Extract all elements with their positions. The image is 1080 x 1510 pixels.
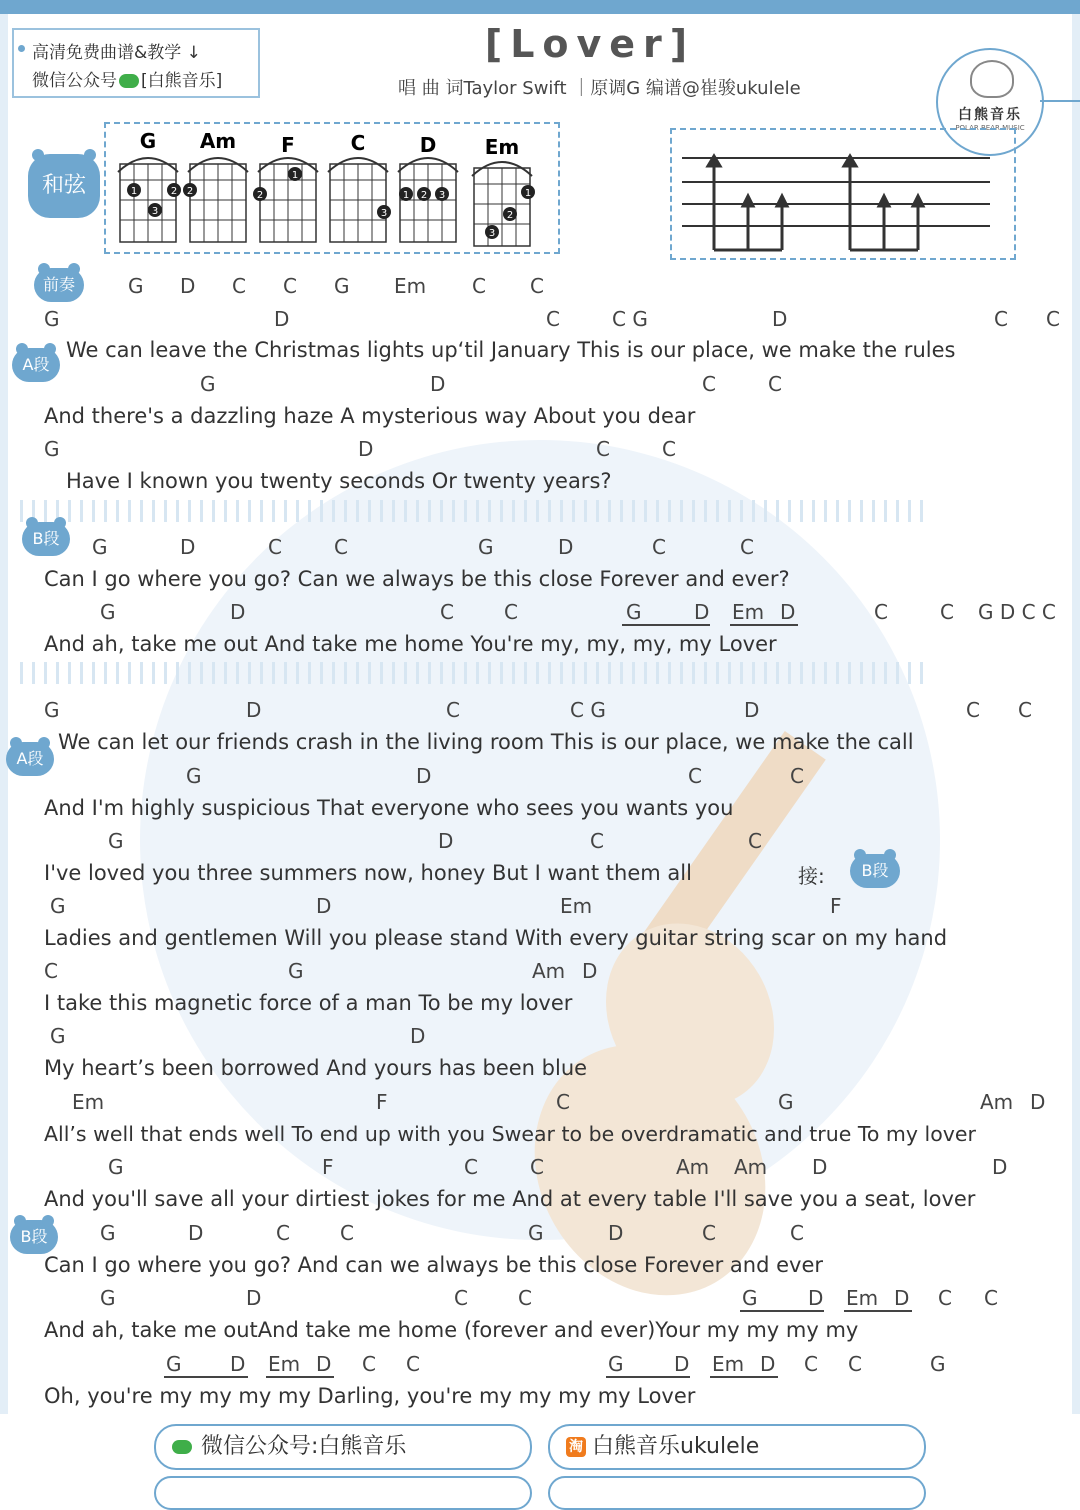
chords-badge-label: 和弦	[41, 173, 86, 198]
chord: D	[358, 437, 374, 461]
section-a-badge	[6, 742, 54, 776]
chord: D	[410, 1024, 426, 1048]
finger-number: 3	[438, 190, 446, 201]
chord: C	[504, 600, 518, 624]
chord: Am	[734, 1155, 768, 1179]
finger-number: 2	[506, 210, 514, 221]
chord: C	[464, 1155, 478, 1179]
section-a-badge	[12, 348, 60, 382]
finger-number: 2	[256, 190, 264, 201]
section-b-badge	[10, 1220, 58, 1254]
chord: D	[430, 372, 446, 396]
chord-name: C	[350, 131, 366, 155]
lyric-line: And ah, take me outAnd take me home (forever and ever)Your my my my my	[44, 1318, 859, 1342]
lyric-line: All’s well that ends well To end up with you Swear to be overdramatic and true To my lover	[44, 1122, 976, 1146]
chord: D	[316, 1352, 332, 1376]
lyric-line: And I'm highly suspicious That everyone who sees you wants you	[44, 796, 734, 820]
lyric-line: Can I go where you go? And can we always be this close Forever and ever	[44, 1253, 824, 1277]
chord: G	[92, 535, 108, 559]
chord: D	[744, 698, 760, 722]
chord: Em	[268, 1352, 301, 1376]
chord: G	[288, 959, 304, 983]
section-b-badge	[850, 854, 900, 888]
chord: D	[316, 894, 332, 918]
chord: C	[546, 307, 560, 331]
lyric-line: Oh, you're my my my my Darling, you're my my my my Lover	[44, 1384, 696, 1408]
chord: C	[848, 1352, 862, 1376]
chord: G	[478, 535, 494, 559]
chord-underline	[740, 1310, 824, 1312]
wechat-account-label: 微信公众号:白熊音乐	[201, 1434, 407, 1459]
info-line-2-prefix: 微信公众号	[32, 71, 117, 91]
lyric-line: And there's a dazzling haze A mysterious way About you dear	[44, 404, 696, 428]
chord-name: Em	[484, 135, 520, 159]
strum-pattern-box	[670, 128, 1016, 260]
bullet-icon	[18, 45, 25, 52]
decor-tick-row	[20, 662, 930, 684]
lyric-line: I've loved you three summers now, honey But I want them all	[44, 861, 692, 885]
chord: Em	[560, 894, 593, 918]
chord: D	[694, 600, 710, 624]
chord: D	[180, 535, 196, 559]
chord: G	[778, 1090, 794, 1114]
chord: C G	[570, 698, 606, 722]
finger-number: 1	[291, 170, 299, 181]
logo-divider	[1040, 100, 1080, 102]
section-b-label: B段	[20, 1227, 48, 1246]
chord-underline	[710, 1376, 778, 1378]
taobao-store-pill[interactable]	[548, 1424, 926, 1470]
chords-badge	[28, 154, 100, 218]
chord: G	[930, 1352, 946, 1376]
chord: C	[334, 535, 348, 559]
chord: G	[128, 274, 144, 298]
decor-tick-row	[20, 500, 930, 522]
chord-diagram-Em	[472, 135, 535, 246]
wechat-icon	[172, 1440, 192, 1454]
chord: Em	[712, 1352, 745, 1376]
chord: C G	[612, 307, 648, 331]
chord: C	[472, 274, 486, 298]
chord: Em	[732, 600, 765, 624]
chord: C	[984, 1286, 998, 1310]
chord: C	[688, 764, 702, 788]
chord: G	[200, 372, 216, 396]
lyric-line: Can I go where you go? Can we always be this close Forever and ever?	[44, 567, 790, 591]
chord: G	[742, 1286, 758, 1310]
chord: C	[530, 274, 544, 298]
logo-subtitle: POLAR BEAR MUSIC	[955, 124, 1025, 132]
chord: C	[44, 959, 58, 983]
section-a-label: A段	[16, 749, 44, 768]
chord: Am	[980, 1090, 1014, 1114]
chord: C	[362, 1352, 376, 1376]
chord: G	[108, 1155, 124, 1179]
chord: C	[874, 600, 888, 624]
lyric-line: We can let our friends crash in the living room This is our place, we make the call	[58, 730, 914, 754]
chord: C	[590, 829, 604, 853]
chord-diagram-Am	[183, 129, 248, 242]
song-credits: 唱 曲 词Taylor Swift ｜原调G 编谱@崔骏ukulele	[398, 78, 801, 99]
chord: Em	[846, 1286, 879, 1310]
footer-pill-cropped[interactable]	[154, 1476, 532, 1510]
section-b-label: B段	[861, 861, 889, 880]
chord: G	[166, 1352, 182, 1376]
info-box	[12, 28, 260, 98]
chord: C	[966, 698, 980, 722]
chord: C	[768, 372, 782, 396]
chord: Am	[532, 959, 566, 983]
chord: D	[674, 1352, 690, 1376]
section-b-badge	[22, 522, 70, 556]
chord: D	[608, 1221, 624, 1245]
polar-bear-icon	[970, 60, 1014, 98]
chord: C	[446, 698, 460, 722]
chord-underline	[266, 1376, 334, 1378]
chord: G	[44, 437, 60, 461]
finger-number: 3	[380, 208, 388, 219]
finger-number: 2	[186, 186, 194, 197]
chord: C	[268, 535, 282, 559]
chord: G	[100, 600, 116, 624]
chord: D	[1030, 1090, 1046, 1114]
lyric-line: Have I known you twenty seconds Or twenty years?	[66, 469, 612, 493]
chord: C	[702, 372, 716, 396]
chord-name: Am	[199, 129, 237, 153]
chord: D	[808, 1286, 824, 1310]
chord: C	[702, 1221, 716, 1245]
lyric-line: And you'll save all your dirtiest jokes for me And at every table I'll save you a seat, lover	[44, 1187, 976, 1211]
chord-name: F	[281, 133, 295, 157]
chord-name: G	[139, 129, 157, 153]
lyric-line: Ladies and gentlemen Will you please stand With every guitar string scar on my hand	[44, 926, 948, 950]
lyric-line: And ah, take me out And take me home You're my, my, my, my Lover	[44, 632, 777, 656]
chord-name: D	[419, 133, 437, 157]
wechat-icon	[119, 74, 139, 88]
chord: D	[780, 600, 796, 624]
chord: G	[100, 1286, 116, 1310]
chord: G	[186, 764, 202, 788]
finger-number: 1	[130, 186, 138, 197]
chord: C	[232, 274, 246, 298]
footer-pill-cropped[interactable]	[548, 1476, 926, 1510]
jump-to-label: 接:	[798, 864, 825, 888]
chord: Am	[676, 1155, 710, 1179]
chord: D	[760, 1352, 776, 1376]
info-line-1: 高清免费曲谱&教学 ↓	[32, 43, 201, 63]
logo-name: 白熊音乐	[958, 107, 1022, 123]
taobao-icon: 淘	[566, 1437, 586, 1457]
chord-underline	[606, 1376, 690, 1378]
chord: C	[938, 1286, 952, 1310]
chord: C	[1018, 698, 1032, 722]
lyric-line: We can leave the Christmas lights up‘til January This is our place, we make the rules	[66, 338, 956, 362]
chord: F	[376, 1090, 388, 1114]
chord: D	[992, 1155, 1008, 1179]
chord: C	[406, 1352, 420, 1376]
chord-diagrams-box	[104, 122, 560, 254]
chord: C	[652, 535, 666, 559]
chord: D	[438, 829, 454, 853]
finger-number: 1	[402, 190, 410, 201]
section-a-label: A段	[22, 355, 50, 374]
chord: G	[44, 698, 60, 722]
lyric-line: I take this magnetic force of a man To be my lover	[44, 991, 573, 1015]
chord-diagram-C	[328, 131, 391, 242]
chord: D	[558, 535, 574, 559]
chord: D	[188, 1221, 204, 1245]
chord-diagram-D	[398, 133, 458, 242]
chord: F	[830, 894, 842, 918]
chord: C	[790, 764, 804, 788]
chord: G	[50, 894, 66, 918]
chord: C	[940, 600, 954, 624]
chord-underline	[844, 1310, 912, 1312]
chord: C	[283, 274, 297, 298]
chord-diagram-F	[253, 133, 318, 242]
chord: D	[812, 1155, 828, 1179]
chord: C	[440, 600, 454, 624]
chord: C	[994, 307, 1008, 331]
chord-diagrams	[106, 124, 558, 252]
chord: D	[772, 307, 788, 331]
chord: G	[100, 1221, 116, 1245]
song-title: [Lover]	[484, 22, 696, 66]
chord: C	[596, 437, 610, 461]
chord: G	[608, 1352, 624, 1376]
finger-number: 2	[420, 190, 428, 201]
chord: Em	[394, 274, 427, 298]
finger-number: 3	[488, 228, 496, 239]
chord: C	[740, 535, 754, 559]
chord: D	[230, 600, 246, 624]
info-line-2	[32, 66, 222, 91]
chord-underline	[164, 1376, 248, 1378]
chord: C	[454, 1286, 468, 1310]
chord: C	[662, 437, 676, 461]
chord: G D C C	[978, 600, 1056, 624]
finger-number: 3	[151, 206, 159, 217]
finger-number: 1	[524, 188, 532, 199]
chord: D	[274, 307, 290, 331]
lyric-line: My heart’s been borrowed And yours has been blue	[44, 1056, 588, 1080]
chord: D	[416, 764, 432, 788]
chord: C	[804, 1352, 818, 1376]
taobao-store-label: 白熊音乐ukulele	[592, 1434, 760, 1459]
strum-pattern	[672, 130, 1014, 258]
chord: D	[582, 959, 598, 983]
chord: D	[180, 274, 196, 298]
chord-underline	[622, 624, 710, 626]
chord: C	[790, 1221, 804, 1245]
finger-number: 2	[170, 186, 178, 197]
intro-badge	[34, 268, 84, 302]
chord: D	[246, 1286, 262, 1310]
intro-label: 前奏	[42, 275, 75, 294]
info-line-2-suffix: [白熊音乐]	[141, 71, 223, 91]
chord: C	[276, 1221, 290, 1245]
top-bar	[0, 0, 1080, 14]
chord: D	[246, 698, 262, 722]
wechat-account-pill[interactable]	[154, 1424, 532, 1470]
chord: C	[530, 1155, 544, 1179]
chord-diagram-G	[118, 129, 181, 242]
chord: G	[626, 600, 642, 624]
chord: G	[44, 307, 60, 331]
chord: G	[108, 829, 124, 853]
section-b-label: B段	[32, 529, 60, 548]
chord-underline	[730, 624, 798, 626]
chord: G	[334, 274, 350, 298]
chord: Em	[72, 1090, 105, 1114]
chord: F	[322, 1155, 334, 1179]
right-border	[1072, 14, 1080, 1414]
chord: G	[50, 1024, 66, 1048]
chord: C	[556, 1090, 570, 1114]
chord: C	[340, 1221, 354, 1245]
left-border	[0, 14, 8, 1414]
chord: C	[518, 1286, 532, 1310]
chord: D	[894, 1286, 910, 1310]
chord: C	[1046, 307, 1060, 331]
chord: G	[528, 1221, 544, 1245]
chord: D	[230, 1352, 246, 1376]
chord: C	[748, 829, 762, 853]
